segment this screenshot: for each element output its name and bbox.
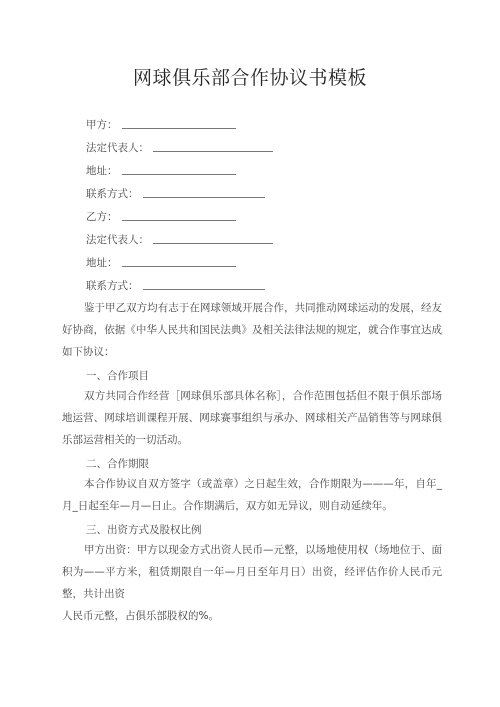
field-label: 乙方： [86,211,118,223]
field-label: 联系方式： [86,188,139,200]
field-label: 甲方： [86,119,118,131]
field-label: 地址： [86,165,118,177]
blank-line [122,256,236,267]
party-a-representative-field [86,140,273,155]
field-label: 地址： [86,257,118,269]
blank-line [153,141,273,152]
blank-line [153,233,273,244]
section-heading-3: 三、出资方式及股权比例 [86,524,202,536]
field-label: 法定代表人： [86,142,149,154]
party-b-contact-field [86,278,265,293]
party-a-field [86,117,236,132]
section-heading-1: 一、合作项目 [86,370,149,382]
party-a-contact-field [86,186,265,201]
field-label: 联系方式： [86,280,139,292]
party-b-representative-field [86,232,273,247]
blank-line [143,279,265,290]
document-title: 网球俱乐部合作协议书模板 [132,67,367,89]
blank-line [122,210,236,221]
field-label: 法定代表人： [86,234,149,246]
section-body-2: 本合作协议自双方签字（或盖章）之日起生效，合作期限为———年，自年_月_日起至年—月—日止。合作期满后，双方如无异议，则自动延续年。 [62,478,442,512]
intro-paragraph: 鉴于甲乙双方均有志于在网球领域开展合作，共同推动网球运动的发展，经友好协商，依据《中华人民共和国民法典》及相关法律法规的规定，就合作事宜达成如下协议： [62,302,442,358]
blank-line [122,118,236,129]
party-b-field [86,209,236,224]
party-b-address-field [86,255,236,270]
section-body-3: 甲方出资：甲方以现金方式出资人民币—元整，以场地使用权（场地位于、面积为——平方米，租赁期限自一年—月日至年月日）出资，经评估作价人民币元整，共计出资 [62,544,442,600]
blank-line [143,187,265,198]
party-a-address-field [86,163,236,178]
section-body-3-tail: 人民币元整，占俱乐部股权的%。 [62,610,219,622]
section-heading-2: 二、合作期限 [86,458,149,470]
section-body-1: 双方共同合作经营［网球俱乐部具体名称］，合作范围包括但不限于俱乐部场地运营、网球培训课程开展、网球赛事组织与承办、网球相关产品销售等与网球俱乐部运营相关的一切活动。 [62,390,442,446]
blank-line [122,164,236,175]
